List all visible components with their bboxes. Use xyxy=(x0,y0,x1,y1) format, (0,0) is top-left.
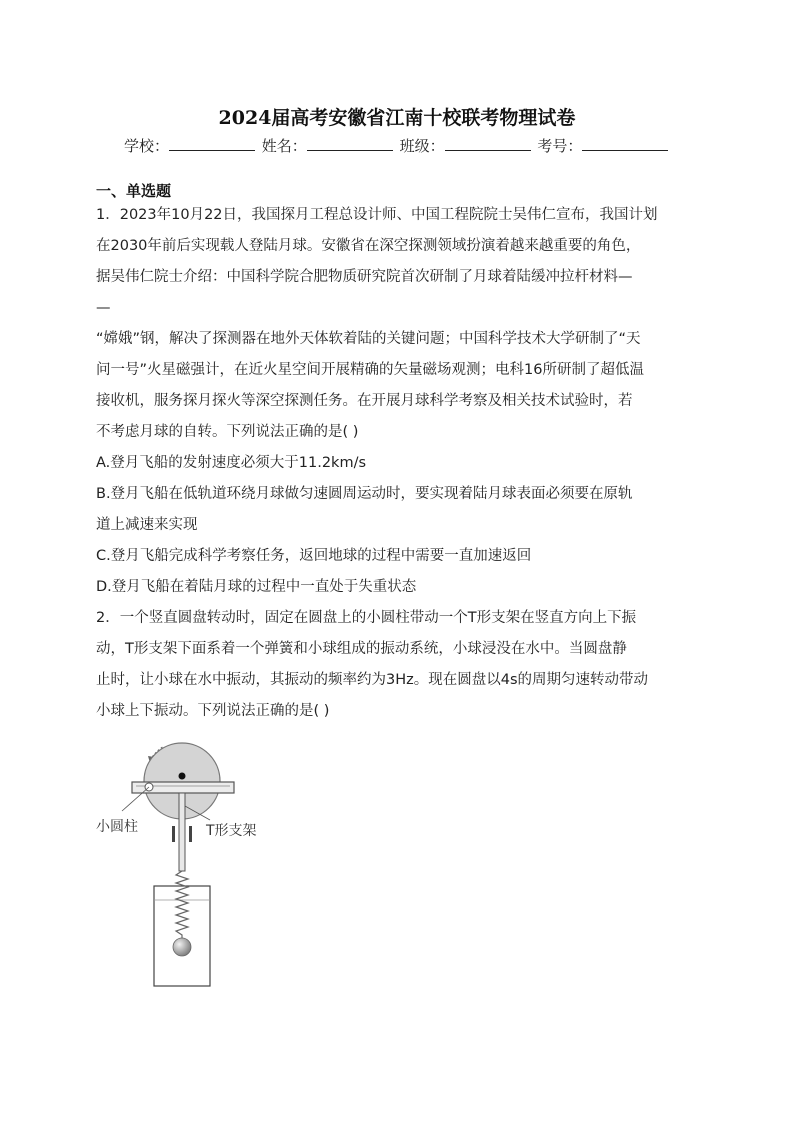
question-2-line: 2．一个竖直圆盘转动时，固定在圆盘上的小圆柱带动一个T形支架在竖直方向上下振 xyxy=(96,610,637,626)
class-label: 班级： xyxy=(399,137,445,155)
question-1-line: 1．2023年10月22日，我国探月工程总设计师、中国工程院院士吴伟仁宣布，我国计划 xyxy=(96,207,658,223)
question-1 xyxy=(96,200,700,603)
name-blank xyxy=(307,137,393,151)
question-2-line: 小球上下振动。下列说法正确的是( ) xyxy=(96,703,330,719)
question-2 xyxy=(96,603,700,727)
question-1-line: — xyxy=(96,300,111,316)
disc-axle xyxy=(179,773,186,780)
section-heading: 一、单选题 xyxy=(96,182,172,200)
option-b-continued: 道上减速来实现 xyxy=(96,517,198,533)
label-small-cylinder: 小圆柱 xyxy=(96,819,138,835)
question-1-line: 接收机，服务探月探火等深空探测任务。在开展月球科学考察及相关技术试验时，若 xyxy=(96,393,633,409)
guide-right xyxy=(189,826,192,842)
question-1-line: 在2030年前后实现载人登陆月球。安徽省在深空探测领域扮演着越来越重要的角色， xyxy=(96,238,641,254)
question-1-line: 据吴伟仁院士介绍：中国科学院合肥物质研究院首次研制了月球着陆缓冲拉杆材料— xyxy=(96,269,633,285)
guide-left xyxy=(172,826,175,842)
ball xyxy=(173,938,191,956)
exam-title: 2024届高考安徽省江南十校联考物理试卷 xyxy=(218,107,576,129)
label-t-frame: T形支架 xyxy=(206,823,257,839)
school-label: 学校： xyxy=(124,137,170,155)
option-d: D.登月飞船在着陆月球的过程中一直处于失重状态 xyxy=(96,579,417,595)
question-1-line: 问一号”火星磁强计，在近火星空间开展精确的矢量磁场观测；电科16所研制了超低温 xyxy=(96,362,644,378)
exam-number-blank xyxy=(582,137,668,151)
school-blank xyxy=(169,137,255,151)
oscillation-apparatus-figure xyxy=(92,736,282,996)
option-c: C.登月飞船完成科学考察任务，返回地球的过程中需要一直加速返回 xyxy=(96,548,532,564)
class-blank xyxy=(445,137,531,151)
student-info-row xyxy=(124,135,684,156)
question-1-line: “嫦娥”钢，解决了探测器在地外天体软着陆的关键问题；中国科学技术大学研制了“天 xyxy=(96,331,641,347)
exam-number-label: 考号： xyxy=(537,137,583,155)
question-1-line: 不考虑月球的自转。下列说法正确的是( ) xyxy=(96,424,359,440)
question-2-line: 止时，让小球在水中振动，其振动的频率约为3Hz。现在圆盘以4s的周期匀速转动带动 xyxy=(96,672,649,688)
t-frame-rod xyxy=(179,793,185,871)
option-b: B.登月飞船在低轨道环绕月球做匀速圆周运动时，要实现着陆月球表面必须要在原轨 xyxy=(96,486,633,502)
name-label: 姓名： xyxy=(261,137,307,155)
option-a: A.登月飞船的发射速度必须大于11.2km/s xyxy=(96,455,367,471)
question-2-line: 动，T形支架下面系着一个弹簧和小球组成的振动系统，小球浸没在水中。当圆盘静 xyxy=(96,641,627,657)
